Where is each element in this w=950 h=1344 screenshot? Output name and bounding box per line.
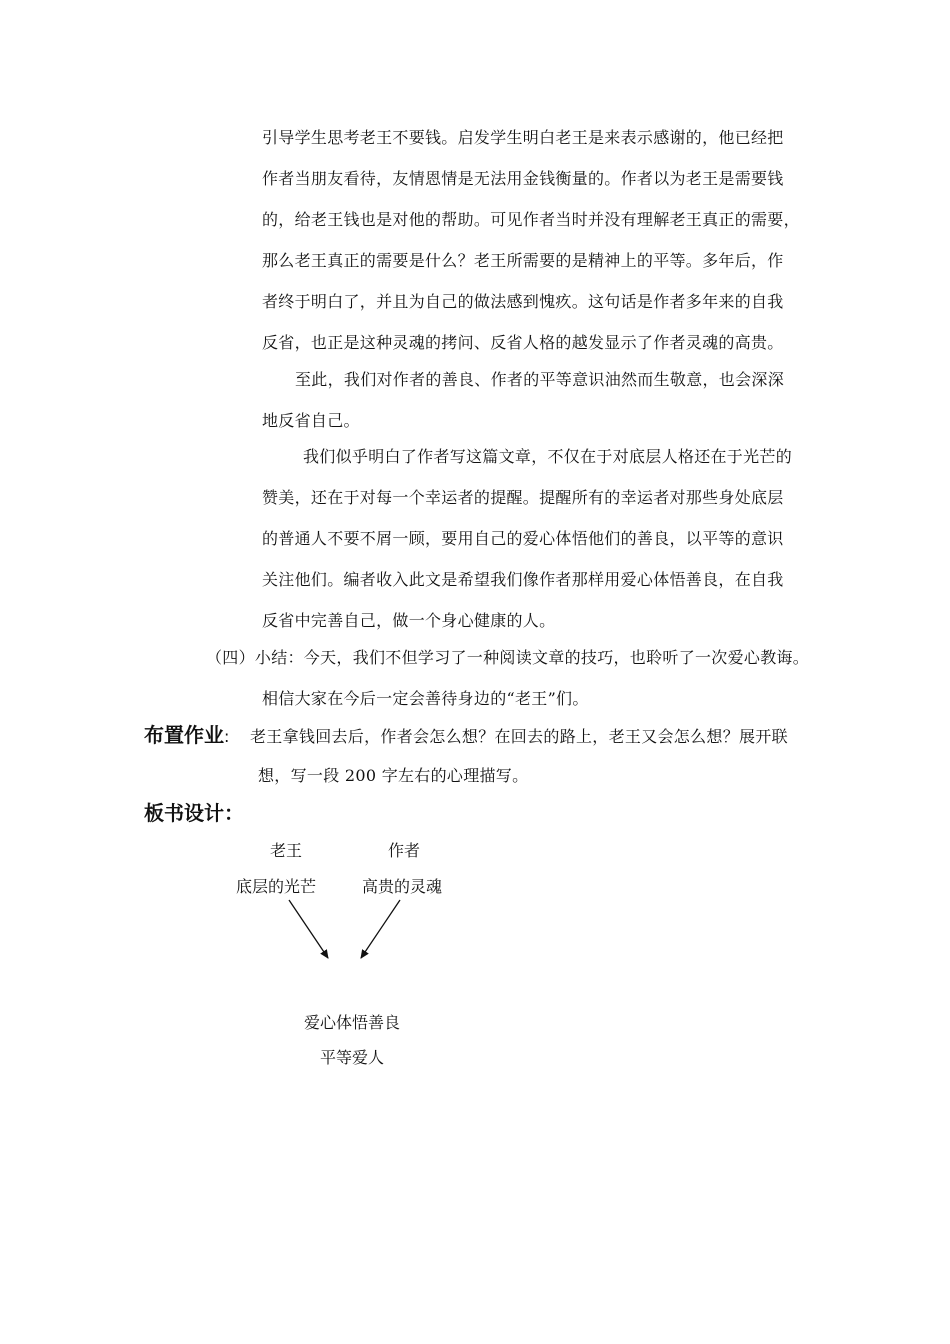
homework-heading-text: 布置作业 <box>144 723 224 747</box>
paragraph-line: 反省中完善自己，做一个身心健康的人。 <box>262 611 556 630</box>
arrow-left <box>289 900 328 958</box>
paragraph-line: 的，给老王钱也是对他的帮助。可见作者当时并没有理解老王真正的需要， <box>262 210 800 229</box>
summary-line: （四）小结：今天，我们不但学习了一种阅读文章的技巧，也聆听了一次爱心教诲。 <box>206 648 810 667</box>
board-result-1: 爱心体悟善良 <box>304 1013 401 1032</box>
paragraph-line: 那么老王真正的需要是什么？老王所需要的是精神上的平等。多年后，作 <box>262 251 784 270</box>
arrow-right <box>361 900 400 958</box>
board-left-title: 老王 <box>270 841 303 860</box>
paragraph-line: 至此，我们对作者的善良、作者的平等意识油然而生敬意，也会深深 <box>295 370 785 389</box>
board-right-title: 作者 <box>388 841 421 860</box>
paragraph-line: 地反省自己。 <box>262 411 360 430</box>
homework-line: 老王拿钱回去后，作者会怎么想？在回去的路上，老王又会怎么想？展开联 <box>250 727 788 746</box>
paragraph-line: 关注他们。编者收入此文是希望我们像作者那样用爱心体悟善良，在自我 <box>262 570 784 589</box>
homework-colon: : <box>224 727 230 746</box>
paragraph-line: 引导学生思考老王不要钱。启发学生明白老王是来表示感谢的，他已经把 <box>262 128 784 147</box>
paragraph-line: 作者当朋友看待，友情恩情是无法用金钱衡量的。作者以为老王是需要钱 <box>262 169 784 188</box>
summary-line: 相信大家在今后一定会善待身边的“老王”们。 <box>262 689 589 708</box>
board-result-2: 平等爱人 <box>320 1048 385 1067</box>
paragraph-line: 赞美，还在于对每一个幸运者的提醒。提醒所有的幸运者对那些身处底层 <box>262 488 784 507</box>
paragraph-line: 我们似乎明白了作者写这篇文章，不仅在于对底层人格还在于光芒的 <box>303 447 793 466</box>
homework-line: 想，写一段 200 字左右的心理描写。 <box>258 766 529 785</box>
board-heading: 板书设计： <box>144 801 244 825</box>
board-right-desc: 高贵的灵魂 <box>362 877 443 896</box>
paragraph-line: 反省，也正是这种灵魂的拷问、反省人格的越发显示了作者灵魂的高贵。 <box>262 333 784 352</box>
paragraph-line: 的普通人不要不屑一顾，要用自己的爱心体悟他们的善良，以平等的意识 <box>262 529 784 548</box>
paragraph-line: 者终于明白了，并且为自己的做法感到愧疚。这句话是作者多年来的自我 <box>262 292 784 311</box>
board-left-desc: 底层的光芒 <box>236 877 317 896</box>
